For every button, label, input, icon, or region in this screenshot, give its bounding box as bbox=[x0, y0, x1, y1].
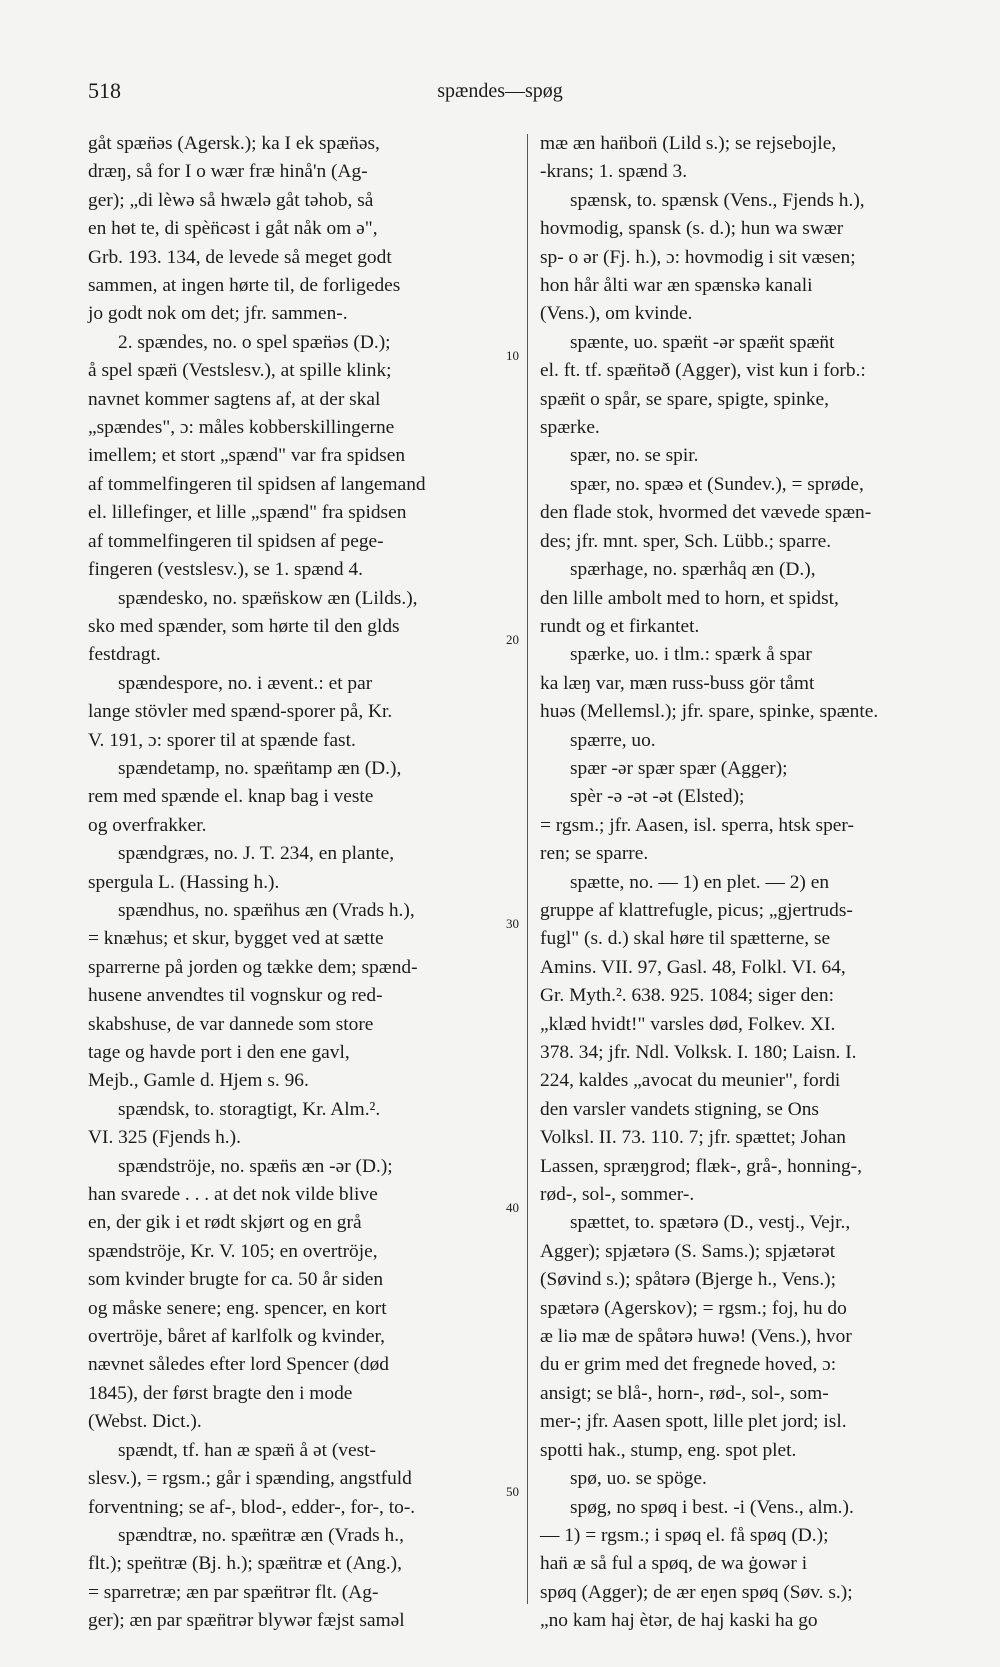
text-line: spærke. bbox=[540, 417, 600, 439]
text-line: (Søvind s.); spåtərə (Bjerge h., Vens.); bbox=[540, 1269, 837, 1291]
text-line: spætte, no. — 1) en plet. — 2) en bbox=[570, 871, 830, 893]
text-line: den lille ambolt med to horn, et spidst, bbox=[540, 587, 839, 609]
text-line: skabshuse, de var dannede som store bbox=[88, 1013, 374, 1035]
text-line: des; jfr. mnt. sper, Sch. Lübb.; sparre. bbox=[540, 530, 832, 552]
text-line: spændgræs, no. J. T. 234, en plante, bbox=[118, 843, 395, 865]
text-line: overtröje, båret af karlfolk og kvinder, bbox=[88, 1326, 385, 1348]
text-line: „no kam haj ètər, de haj kaski ha go bbox=[540, 1610, 818, 1632]
text-line: jo godt nok om det; jfr. sammen-. bbox=[88, 303, 348, 325]
text-line: spændt, tf. han æ spæn̈ å ət (vest- bbox=[118, 1439, 376, 1461]
text-line: imellem; et stort „spænd" var fra spidsen bbox=[88, 445, 406, 467]
text-line: han̈ æ så ful a spøq, de wa ġowər i bbox=[540, 1553, 808, 1575]
text-line: spændetamp, no. spæn̈tamp æn (D.), bbox=[118, 757, 402, 779]
text-line: — 1) = rgsm.; i spøq el. få spøq (D.); bbox=[540, 1524, 829, 1546]
text-line: spætərə (Agerskov); = rgsm.; foj, hu do bbox=[540, 1297, 847, 1319]
text-line: ger); „di lèwə så hwælə gåt təhob, så bbox=[88, 189, 374, 211]
text-line: spændesko, no. spæn̈skow æn (Lilds.), bbox=[118, 587, 418, 609]
text-line: den varsler vandets stigning, se Ons bbox=[540, 1098, 819, 1120]
text-line: spergula L. (Hassing h.). bbox=[88, 871, 280, 893]
text-line: spændströje, no. spæn̈s æn -ər (D.); bbox=[118, 1155, 393, 1177]
text-line: spænte, uo. spæn̈t -ər spæn̈t spæn̈t bbox=[570, 331, 835, 353]
text-line: den flade stok, hvormed det vævede spæn- bbox=[540, 502, 872, 524]
text-line: husene anvendtes til vognskur og red- bbox=[88, 985, 383, 1007]
text-line: flt.); spen̈træ (Bj. h.); spæn̈træ et (Ang.), bbox=[88, 1553, 402, 1575]
text-line: spærhage, no. spærhåq æn (D.), bbox=[570, 559, 816, 581]
text-line: Gr. Myth.². 638. 925. 1084; siger den: bbox=[540, 985, 834, 1007]
text-line: = rgsm.; jfr. Aasen, isl. sperra, htsk sper- bbox=[540, 814, 854, 836]
text-line: (Webst. Dict.). bbox=[88, 1411, 202, 1433]
text-line: gruppe af klattrefugle, picus; „gjertruds- bbox=[540, 899, 853, 921]
text-line: ansigt; se blå-, horn-, rød-, sol-, som- bbox=[540, 1382, 829, 1404]
text-line: dræŋ, så for I o wær fræ hinå'n (Ag- bbox=[88, 161, 368, 183]
text-line: 1845), der først bragte den i mode bbox=[88, 1382, 353, 1404]
text-line: VI. 325 (Fjends h.). bbox=[88, 1127, 241, 1149]
text-line: spèr -ə -ət -ət (Elsted); bbox=[570, 786, 745, 808]
text-line: en hɵt te, di spèn̈cəst i gåt nåk om ə", bbox=[88, 218, 378, 240]
text-line: spøg, no spøq i best. -i (Vens., alm.). bbox=[570, 1496, 854, 1518]
text-line: Agger); spjætərə (S. Sams.); spjætərət bbox=[540, 1240, 836, 1262]
line-number: 50 bbox=[506, 1484, 519, 1499]
text-line: sammen, at ingen hørte til, de forligedes bbox=[88, 275, 401, 297]
text-line: æ liə mæ de spåtərə huwə! (Vens.), hvor bbox=[540, 1326, 852, 1348]
text-line: spær, no. spæə et (Sundev.), = sprøde, bbox=[570, 473, 864, 495]
text-line: hon hår ålti war æn spænskə kanali bbox=[540, 275, 813, 297]
text-line: ka læŋ var, mæn russ-buss gör tåmt bbox=[540, 672, 815, 694]
text-line: og måske senere; eng. spencer, en kort bbox=[88, 1297, 387, 1319]
text-line: spær -ər spær spær (Agger); bbox=[570, 757, 788, 779]
text-line: slesv.), = rgsm.; går i spænding, angstfuld bbox=[88, 1468, 412, 1490]
text-line: ger); æn par spæn̈trər blywər fæjst saməl bbox=[88, 1610, 405, 1632]
text-line: V. 191, ɔ: sporer til at spænde fast. bbox=[88, 729, 356, 751]
text-line: -krans; 1. spænd 3. bbox=[540, 161, 688, 183]
text-line: mæ æn han̈bon̈ (Lild s.); se rejsebojle, bbox=[540, 133, 837, 154]
text-line: spændströje, Kr. V. 105; en overtröje, bbox=[88, 1240, 378, 1262]
text-line: spændtræ, no. spæn̈træ æn (Vrads h., bbox=[118, 1524, 404, 1546]
text-line: spændhus, no. spæn̈hus æn (Vrads h.), bbox=[118, 899, 415, 921]
page-number: 518 bbox=[88, 78, 121, 103]
text-line: som kvinder brugte for ca. 50 år siden bbox=[88, 1269, 384, 1291]
text-line: du er grim med det fregnede hoved, ɔ: bbox=[540, 1354, 837, 1376]
text-line: han svarede . . . at det nok vilde blive bbox=[88, 1184, 378, 1206]
text-line: sp- o ər (Fj. h.), ɔ: hovmodig i sit væsen; bbox=[540, 246, 856, 268]
text-line: Amins. VII. 97, Gasl. 48, Folkl. VI. 64, bbox=[540, 956, 846, 978]
text-line: en, der gik i et rødt skjørt og en grå bbox=[88, 1212, 362, 1234]
text-line: festdragt. bbox=[88, 644, 161, 666]
right-column bbox=[540, 130, 1000, 1636]
text-line: spøq (Agger); de ær eŋen spøq (Søv. s.); bbox=[540, 1581, 853, 1603]
text-line: spø, uo. se spöge. bbox=[570, 1468, 707, 1490]
text-line: spændespore, no. i ævent.: et par bbox=[118, 672, 373, 694]
left-column bbox=[88, 130, 516, 1636]
text-line: Grb. 193. 134, de levede så meget godt bbox=[88, 246, 392, 268]
text-line: å spel spæn̈ (Vestslesv.), at spille klink; bbox=[88, 360, 392, 382]
text-line: = knæhus; et skur, bygget ved at sætte bbox=[88, 928, 384, 950]
text-line: ren; se sparre. bbox=[540, 843, 649, 865]
text-line: rem med spænde el. knap bag i veste bbox=[88, 786, 374, 808]
text-line: 224, kaldes „avocat du meunier", fordi bbox=[540, 1070, 841, 1092]
text-line: el. lillefinger, et lille „spænd" fra spidsen bbox=[88, 502, 407, 524]
text-line: spærre, uo. bbox=[570, 729, 656, 751]
text-line: spær, no. se spir. bbox=[570, 445, 699, 467]
line-number: 10 bbox=[506, 348, 519, 363]
line-number: 30 bbox=[506, 916, 519, 931]
text-line: = sparretræ; æn par spæn̈trər flt. (Ag- bbox=[88, 1581, 379, 1603]
text-line: nævnet således efter lord Spencer (død bbox=[88, 1354, 389, 1376]
text-line: gåt spæn̈əs (Agersk.); ka I ek spæn̈əs, bbox=[88, 133, 380, 154]
text-line: spættet, to. spætərə (D., vestj., Vejr., bbox=[570, 1212, 851, 1234]
text-line: „spændes", ɔ: måles kobberskillingerne bbox=[88, 417, 395, 439]
text-line: hovmodig, spansk (s. d.); hun wa swær bbox=[540, 218, 844, 240]
text-line: el. ft. tf. spæn̈təð (Agger), vist kun i forb.: bbox=[540, 360, 866, 382]
text-line: Volksl. II. 73. 110. 7; jfr. spættet; Johan bbox=[540, 1127, 846, 1149]
text-line: spændsk, to. storagtigt, Kr. Alm.². bbox=[118, 1098, 381, 1120]
column-divider bbox=[527, 134, 528, 1604]
text-line: (Vens.), om kvinde. bbox=[540, 303, 693, 325]
text-line: af tommelfingeren til spidsen af pege- bbox=[88, 530, 384, 552]
text-line: spærke, uo. i tlm.: spærk å spar bbox=[570, 644, 812, 666]
text-line: fugl" (s. d.) skal høre til spætterne, se bbox=[540, 928, 831, 950]
text-line: 2. spændes, no. o spel spæn̈əs (D.); bbox=[118, 331, 391, 353]
text-line: 378. 34; jfr. Ndl. Volksk. I. 180; Laisn. I. bbox=[540, 1042, 857, 1063]
text-line: af tommelfingeren til spidsen af langemand bbox=[88, 473, 426, 495]
text-line: „klæd hvidt!" varsles død, Folkev. XI. bbox=[540, 1013, 836, 1035]
text-line: spæn̈t o spår, se spare, spigte, spinke, bbox=[540, 388, 829, 410]
text-line: huəs (Mellemsl.); jfr. spare, spinke, spænte. bbox=[540, 701, 879, 723]
text-line: rød-, sol-, sommer-. bbox=[540, 1184, 695, 1206]
text-line: sko med spænder, som hørte til den glds bbox=[88, 615, 400, 637]
text-line: mer-; jfr. Aasen spott, lille plet jord; isl. bbox=[540, 1411, 847, 1433]
line-number: 40 bbox=[506, 1200, 519, 1215]
text-line: fingeren (vestslesv.), se 1. spænd 4. bbox=[88, 559, 364, 581]
text-line: spotti hak., stump, eng. spot plet. bbox=[540, 1439, 797, 1461]
text-line: tage og havde port i den ene gavl, bbox=[88, 1042, 350, 1063]
text-line: Mejb., Gamle d. Hjem s. 96. bbox=[88, 1070, 309, 1092]
text-line: rundt og et firkantet. bbox=[540, 615, 700, 637]
running-head: spændes—spøg bbox=[437, 80, 563, 102]
text-line: forventning; se af-, blod-, edder-, for-, to-. bbox=[88, 1496, 416, 1518]
text-line: spænsk, to. spænsk (Vens., Fjends h.), bbox=[570, 189, 865, 211]
text-line: Lassen, spræŋgrod; flæk-, grå-, honning-, bbox=[540, 1155, 862, 1177]
text-line: lange stövler med spænd-sporer på, Kr. bbox=[88, 701, 393, 723]
text-line: og overfrakker. bbox=[88, 814, 207, 836]
text-line: navnet kommer sagtens af, at der skal bbox=[88, 388, 381, 410]
text-line: sparrerne på jorden og tække dem; spænd- bbox=[88, 956, 418, 978]
line-number: 20 bbox=[506, 632, 519, 647]
